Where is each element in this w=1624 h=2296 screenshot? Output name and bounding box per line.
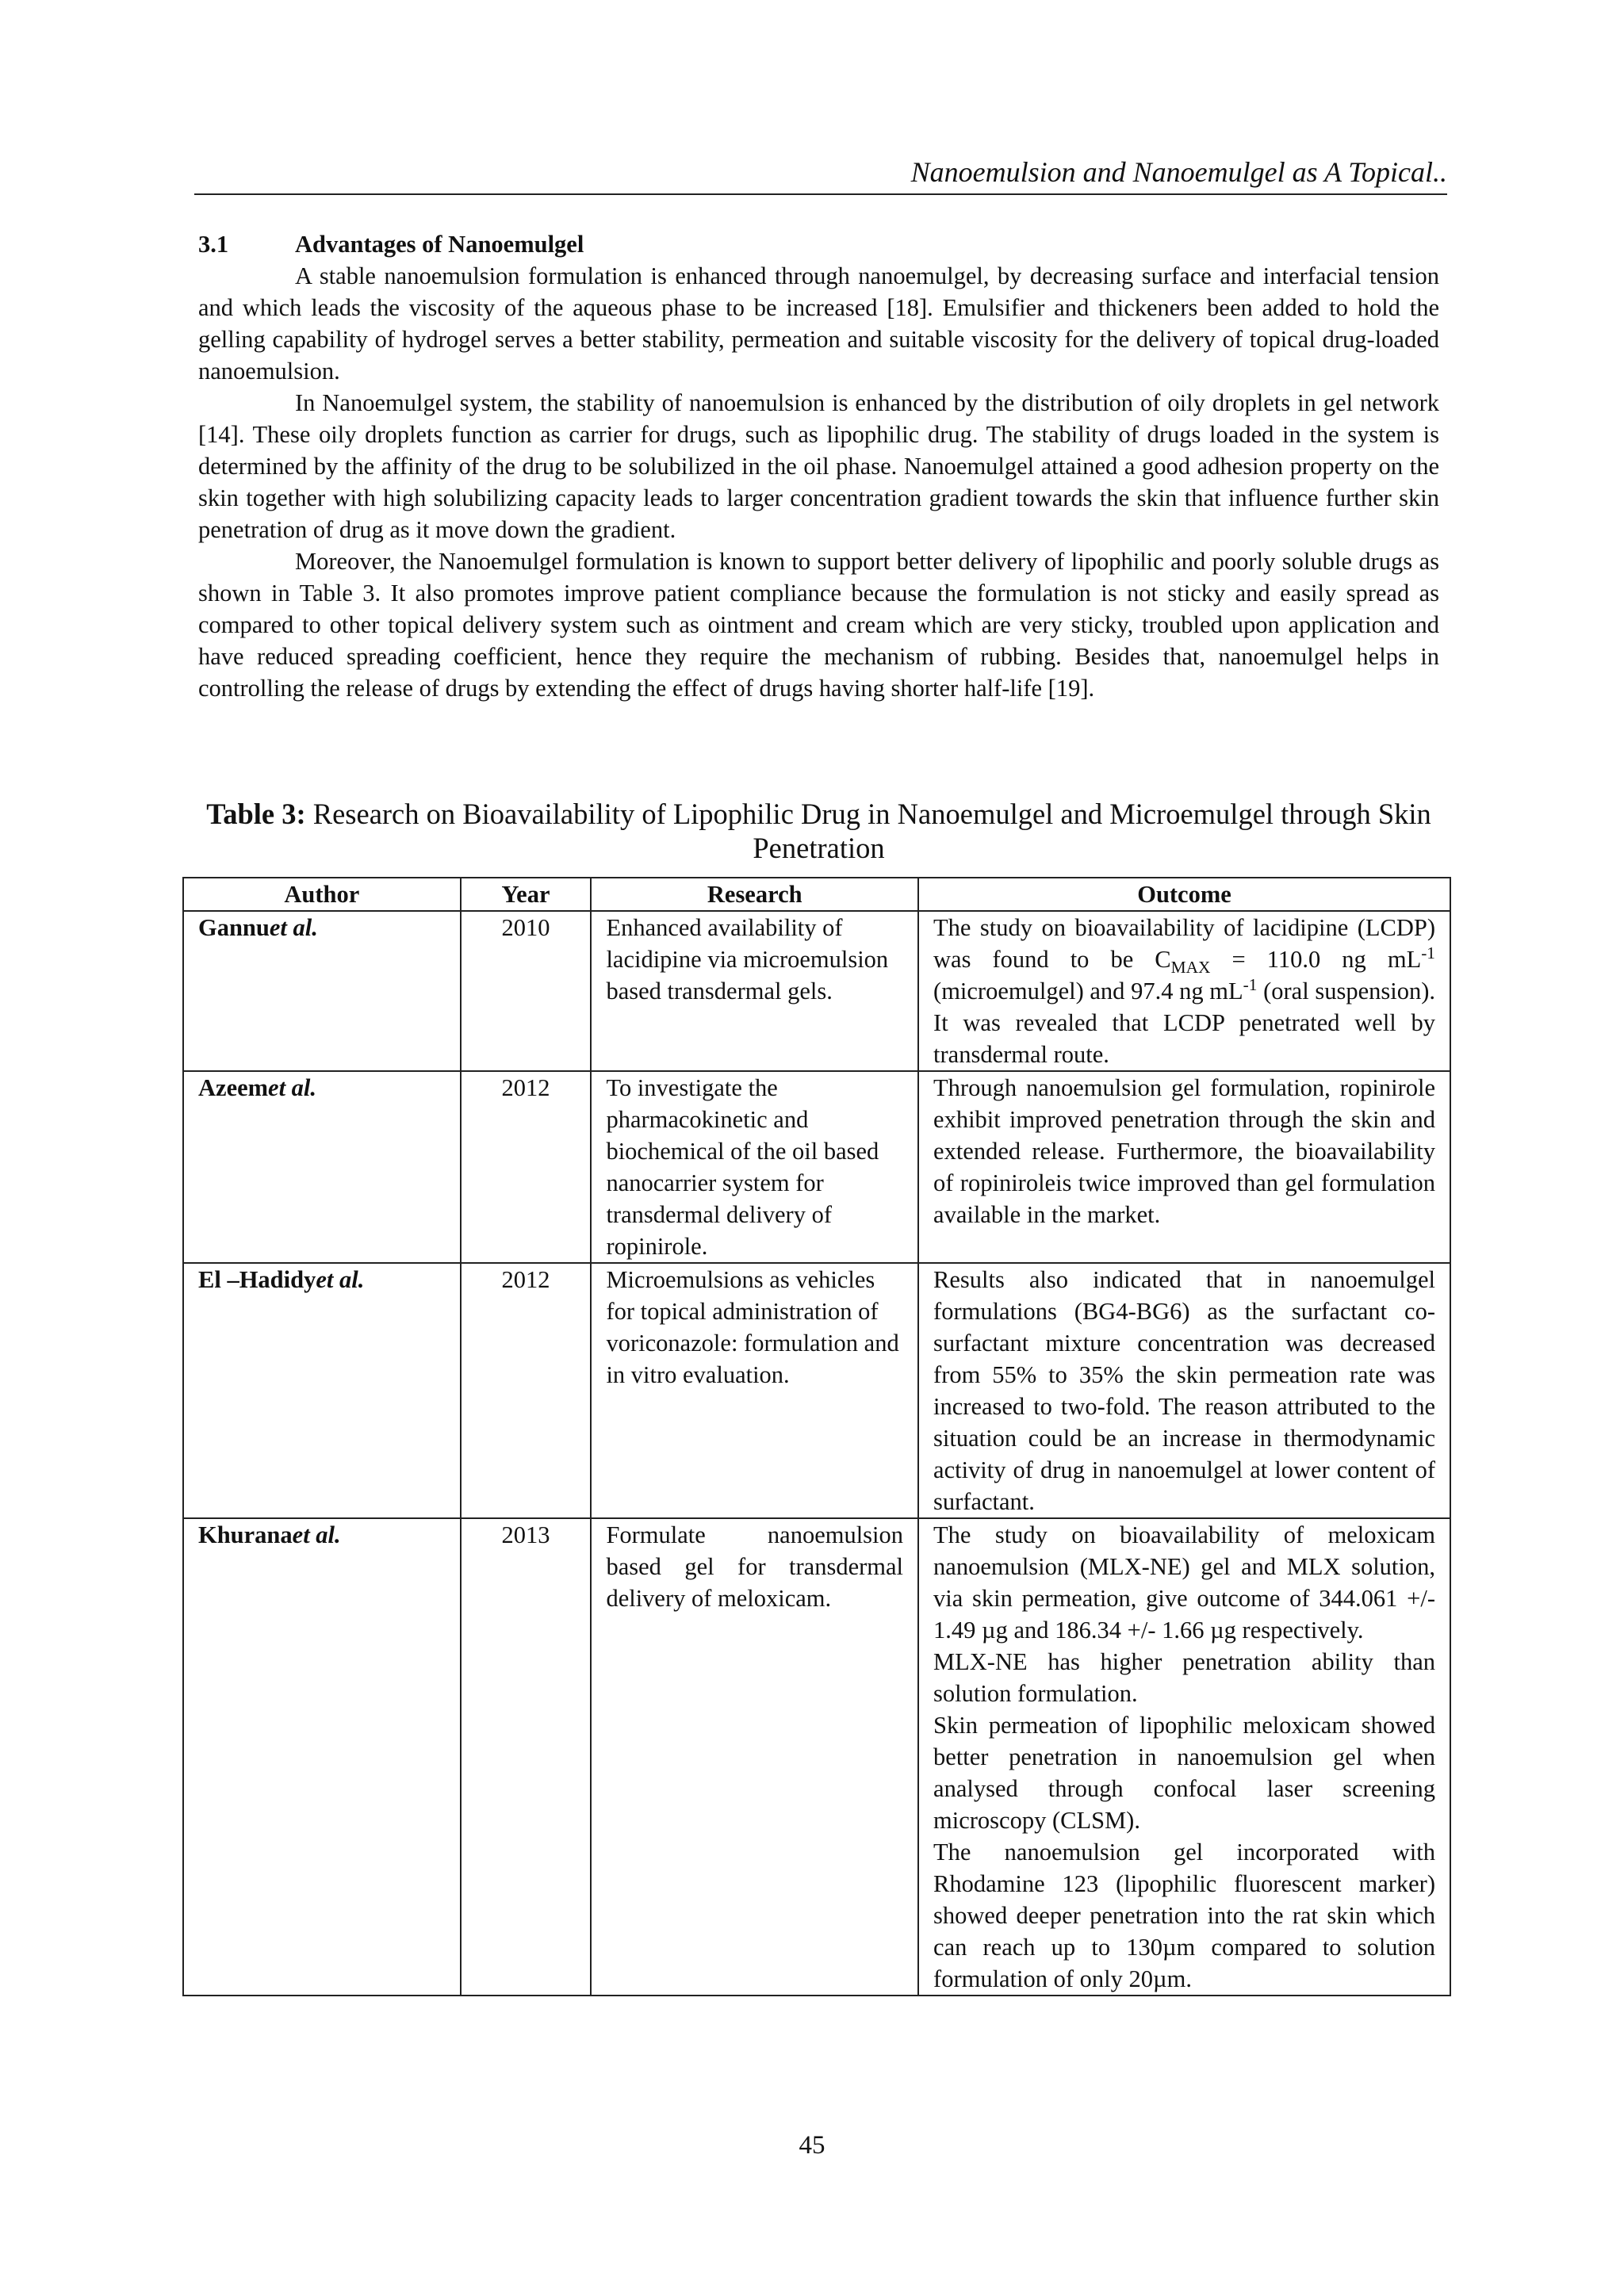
author-suffix: et al. <box>268 1074 317 1101</box>
section-heading <box>198 228 1439 260</box>
outcome-cell: Results also indicated that in nanoemulgel formulations (BG4-BG6) as the surfactant co-surfactant mixture concentration was decreased from 55% to 35% the skin permeation rate was increased to two-fold. The reason attributed to the situation could be an increase in thermodynamic activity of drug in nanoemulgel at lower content of surfactant. <box>918 1263 1450 1518</box>
running-header: Nanoemulsion and Nanoemulgel as A Topical.. <box>910 156 1447 188</box>
author-suffix: et al. <box>292 1521 341 1548</box>
outcome-paragraph: The study on bioavailability of meloxicam nanoemulsion (MLX-NE) gel and MLX solution, via skin permeation, give outcome of 344.061 +/- 1.49 µg and 186.34 +/- 1.66 µg respectively. <box>933 1521 1435 1644</box>
table-caption-text: Research on Bioavailability of Lipophilic Drug in Nanoemulgel and Microemulgel through Skin Penetration <box>312 798 1431 864</box>
table-header-row <box>183 878 1450 911</box>
column-header-research: Research <box>591 878 918 911</box>
paragraph: A stable nanoemulsion formulation is enhanced through nanoemulgel, by decreasing surface and interfacial tension and which leads the viscosity of the aqueous phase to be increased [18]. Emulsifier and thickeners been added to hold the gelling capability of hydrogel serves a better stability, permeation and suitable viscosity for the delivery of topical drug-loaded nanoemulsion. <box>198 262 1439 385</box>
table-caption <box>190 797 1447 865</box>
author-suffix: et al. <box>269 914 318 941</box>
outcome-cell <box>918 911 1450 1071</box>
section-title: Advantages of Nanoemulgel <box>295 231 584 258</box>
column-header-outcome: Outcome <box>918 878 1450 911</box>
table-row <box>183 1071 1450 1263</box>
author-name: Gannu <box>198 914 270 941</box>
page-number: 45 <box>799 2131 825 2160</box>
year-cell: 2012 <box>461 1263 592 1518</box>
column-header-author: Author <box>183 878 461 911</box>
column-header-year: Year <box>461 878 592 911</box>
table-row <box>183 911 1450 1071</box>
section-body <box>198 228 1439 704</box>
header-rule <box>194 193 1447 195</box>
year-cell: 2010 <box>461 911 592 1071</box>
author-name: El –Hadidy <box>198 1266 316 1293</box>
outcome-superscript: -1 <box>1421 943 1435 962</box>
year-cell: 2012 <box>461 1071 592 1263</box>
paragraph: Moreover, the Nanoemulgel formulation is known to support better delivery of lipophilic and poorly soluble drugs as shown in Table 3. It also promotes improve patient compliance because the formulation is not sticky and easily spread as compared to other topical delivery system such as ointment and cream which are very sticky, troubled upon application and have reduced spreading coefficient, hence they require the mechanism of rubbing. Besides that, nanoemulgel helps in controlling the release of drugs by extending the effect of drugs having shorter half-life [19]. <box>198 548 1439 702</box>
author-cell <box>183 1263 461 1518</box>
research-cell: To investigate the pharmacokinetic and biochemical of the oil based nanocarrier system for transdermal delivery of ropinirole. <box>591 1071 918 1263</box>
table-caption-label: Table 3: <box>206 798 306 830</box>
author-cell <box>183 911 461 1071</box>
author-cell <box>183 1518 461 1996</box>
research-cell: Enhanced availability of lacidipine via microemulsion based transdermal gels. <box>591 911 918 1071</box>
author-cell <box>183 1071 461 1263</box>
outcome-paragraph: Skin permeation of lipophilic meloxicam showed better penetration in nanoemulsion gel when analysed through confocal laser screening microscopy (CLSM). <box>933 1712 1435 1834</box>
research-cell: Microemulsions as vehicles for topical administration of voriconazole: formulation and in vitro evaluation. <box>591 1263 918 1518</box>
outcome-text: (microemulgel) and 97.4 ng mL <box>933 978 1243 1004</box>
research-table <box>182 877 1451 1996</box>
outcome-cell: Through nanoemulsion gel formulation, ropinirole exhibit improved penetration through the skin and extended release. Furthermore, the bioavailability of ropiniroleis twice improved than gel formulation available in the market. <box>918 1071 1450 1263</box>
section-number: 3.1 <box>198 231 229 258</box>
year-cell: 2013 <box>461 1518 592 1996</box>
table-row <box>183 1518 1450 1996</box>
research-cell: Formulate nanoemulsion based gel for transdermal delivery of meloxicam. <box>591 1518 918 1996</box>
outcome-subscript: MAX <box>1170 958 1211 978</box>
table-row <box>183 1263 1450 1518</box>
outcome-superscript: -1 <box>1243 974 1258 994</box>
author-name: Khurana <box>198 1521 293 1548</box>
paragraph: In Nanoemulgel system, the stability of nanoemulsion is enhanced by the distribution of oily droplets in gel network [14]. These oily droplets function as carrier for drugs, such as lipophilic drug. The stability of drugs loaded in the system is determined by the affinity of the drug to be solubilized in the oil phase. Nanoemulgel attained a good adhesion property on the skin together with high solubilizing capacity leads to larger concentration gradient towards the skin that influence further skin penetration of drug as it move down the gradient. <box>198 389 1439 543</box>
outcome-paragraph: MLX-NE has higher penetration ability than solution formulation. <box>933 1648 1435 1707</box>
outcome-text: The study on bioavailability of lacidipine (LCDP) was found to be C <box>933 914 1435 973</box>
outcome-paragraph: The nanoemulsion gel incorporated with Rhodamine 123 (lipophilic fluorescent marker) showed deeper penetration into the rat skin which can reach up to 130µm compared to solution formulation of only 20µm. <box>933 1839 1435 1992</box>
outcome-cell <box>918 1518 1450 1996</box>
outcome-text: (oral suspension). It was revealed that LCDP penetrated well by transdermal route. <box>933 978 1435 1068</box>
author-name: Azeem <box>198 1074 269 1101</box>
author-suffix: et al. <box>316 1266 365 1293</box>
outcome-text: = 110.0 ng mL <box>1210 946 1422 973</box>
